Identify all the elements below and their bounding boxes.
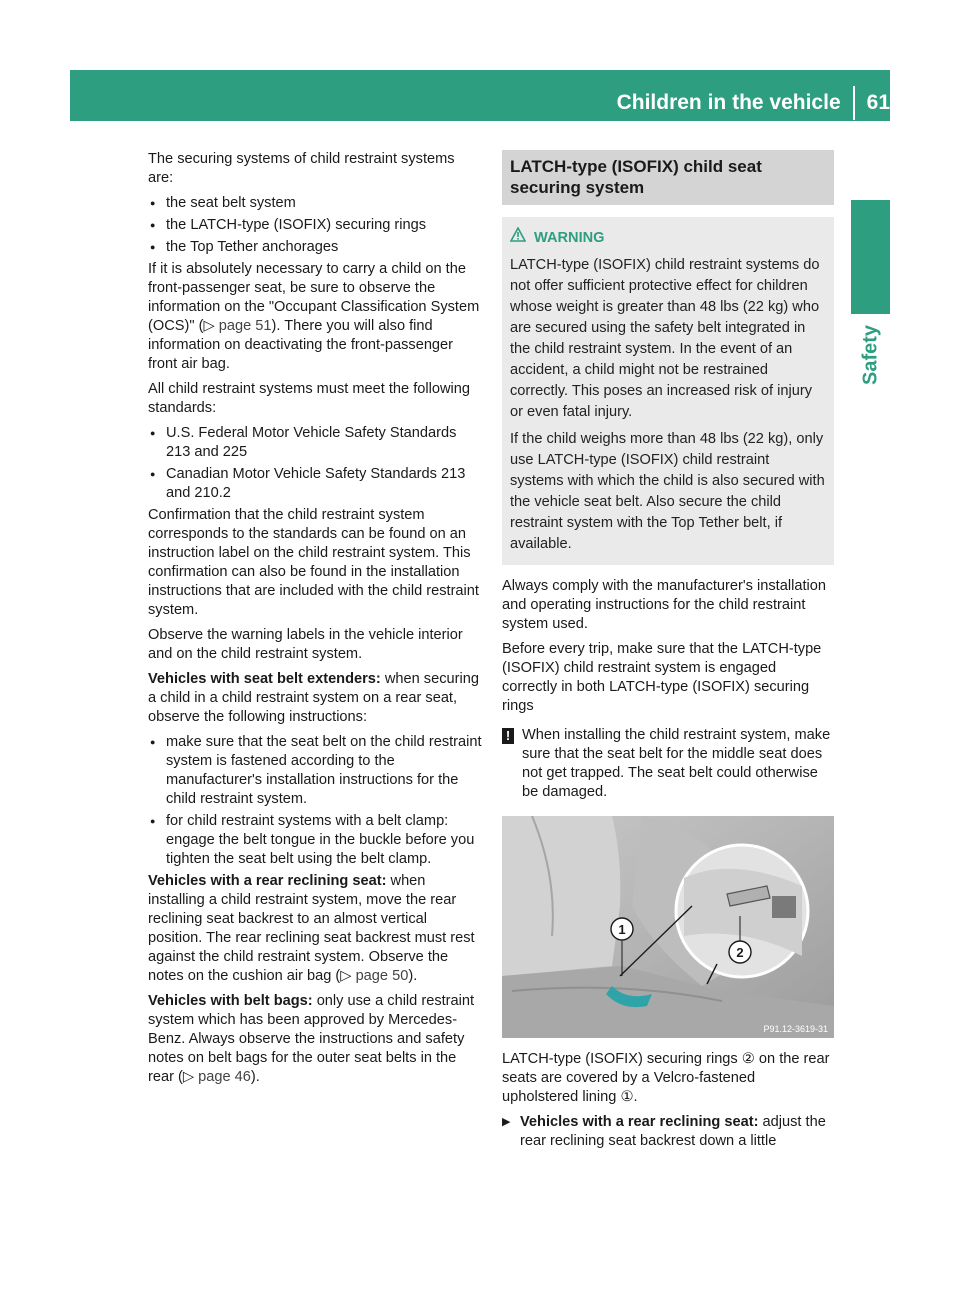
right-column [502,150,834,1157]
callout-2: 2 [736,945,744,960]
callout-1-icon: ① [620,1089,634,1105]
page-ref-arrow-icon: ▷ [182,1069,199,1085]
list-item: ● U.S. Federal Motor Vehicle Safety Standards 213 and 225 [148,424,482,462]
illustration-graphic [502,816,834,1038]
extenders-heading: Vehicles with seat belt extenders: [148,671,381,687]
list-item: ● the LATCH-type (ISOFIX) securing rings [148,216,482,235]
note-block [502,726,834,802]
before-trip-paragraph: Before every trip, make sure that the LATCH-type (ISOFIX) child restraint system is engaged correctly in both LATCH-type (ISOFIX) securing rings [502,641,822,714]
figure-code: P91.12-3619-31 [763,1024,828,1034]
list-item: ● for child restraint systems with a belt clamp: engage the belt tongue in the buckle before you tighten the seat belt using the belt clamp. [148,812,482,869]
beltbags-paragraph: Vehicles with belt bags: only use a child restraint system which has been approved by Mercedes-Benz. Always observe the instructions and safety notes on belt bags for the outer seat belts in the rear (▷ page 46). [148,993,475,1085]
extenders-list [148,733,482,869]
side-tab-label: Safety [859,324,881,386]
note-text: When installing the child restraint system, make sure that the seat belt for the middle seat does not get trapped. The seat belt could otherwise be damaged. [522,727,831,800]
page-header [617,88,890,118]
page-reference-link[interactable]: page 51 [218,318,272,334]
header-divider [853,86,855,120]
warning-title: WARNING [510,227,826,249]
step-arrow-icon: ▶ [502,1116,511,1128]
warning-paragraph: LATCH-type (ISOFIX) child restraint systems do not offer sufficient protective effect for children whose weight is greater than 48 lbs (22 kg) who are secured using the safety belt integrated in the child restraint system. In the event of an accident, a child might not be restrained correctly. This poses an increased risk of injury or even fatal injury. [510,257,820,420]
step-heading: Vehicles with a rear reclining seat: [520,1114,759,1130]
page-number: 61 [866,91,890,114]
standards-intro: All child restraint systems must meet the following standards: [148,381,470,416]
section-title: LATCH-type (ISOFIX) child seat securing system [502,150,834,205]
beltbags-heading: Vehicles with belt bags: [148,993,313,1009]
exclamation-icon: ! [502,728,514,744]
page-reference-link[interactable]: page 46 [198,1069,251,1085]
list-item: ● the seat belt system [148,194,482,213]
isofix-illustration [502,816,834,1038]
callout-2-icon: ② [741,1051,755,1067]
securing-list [148,194,482,257]
warning-paragraph: If the child weighs more than 48 lbs (22 kg), only use LATCH-type (ISOFIX) child restraint systems with which the child is also secured with the vehicle seat belt. Also secure the child restraint system with the Top Tether belt, if available. [510,431,825,552]
left-column [148,150,482,1093]
standards-list [148,424,482,503]
securing-intro: The securing systems of child restraint systems are: [148,151,455,186]
reclining-paragraph: Vehicles with a rear reclining seat: when installing a child restraint system, move the rear reclining seat backrest to an almost vertical position. The rear reclining seat backrest must rest against the child restraint system. Observe the notes on the cushion air bag (▷ page 50). [148,873,475,984]
list-item: ● the Top Tether anchorages [148,238,482,257]
callout-1: 1 [618,922,626,937]
extenders-paragraph: Vehicles with seat belt extenders: when securing a child in a child restraint system on a rear seat, observe the following instructions: [148,671,479,725]
confirmation-paragraph: Confirmation that the child restraint system corresponds to the standards can be found on an instruction label on the child restraint system. This confirmation can also be found in the installation instructions that are included with the child restraint system. [148,507,479,618]
reclining-heading: Vehicles with a rear reclining seat: [148,873,387,889]
instruction-step: ▶ Vehicles with a rear reclining seat: adjust the rear reclining seat backrest down a little [502,1114,826,1149]
page-ref-arrow-icon: ▷ [340,968,356,984]
chapter-title: Children in the vehicle [616,91,841,114]
warning-triangle-icon [510,227,526,249]
front-passenger-paragraph: If it is absolutely necessary to carry a child on the front-passenger seat, be sure to observe the information on the "Occupant Classification System (OCS)" (▷ page 51). There you will also find information on deactivating the front-passenger front air bag. [148,261,480,372]
warning-box [502,217,834,565]
page-reference-link[interactable]: page 50 [355,968,409,984]
side-tab-marker [851,200,890,314]
list-item: ● Canadian Motor Vehicle Safety Standards 213 and 210.2 [148,465,482,503]
comply-paragraph: Always comply with the manufacturer's installation and operating instructions for the child restraint system used. [502,578,826,632]
page-ref-arrow-icon: ▷ [203,318,219,334]
warning-labels-paragraph: Observe the warning labels in the vehicle interior and on the child restraint system. [148,627,463,662]
list-item: ● make sure that the seat belt on the child restraint system is fastened according to the manufacturer's installation instructions for the child restraint system. [148,733,482,809]
figure-caption: LATCH-type (ISOFIX) securing rings ② on the rear seats are covered by a Velcro-fastened upholstered lining ①. [502,1051,830,1105]
